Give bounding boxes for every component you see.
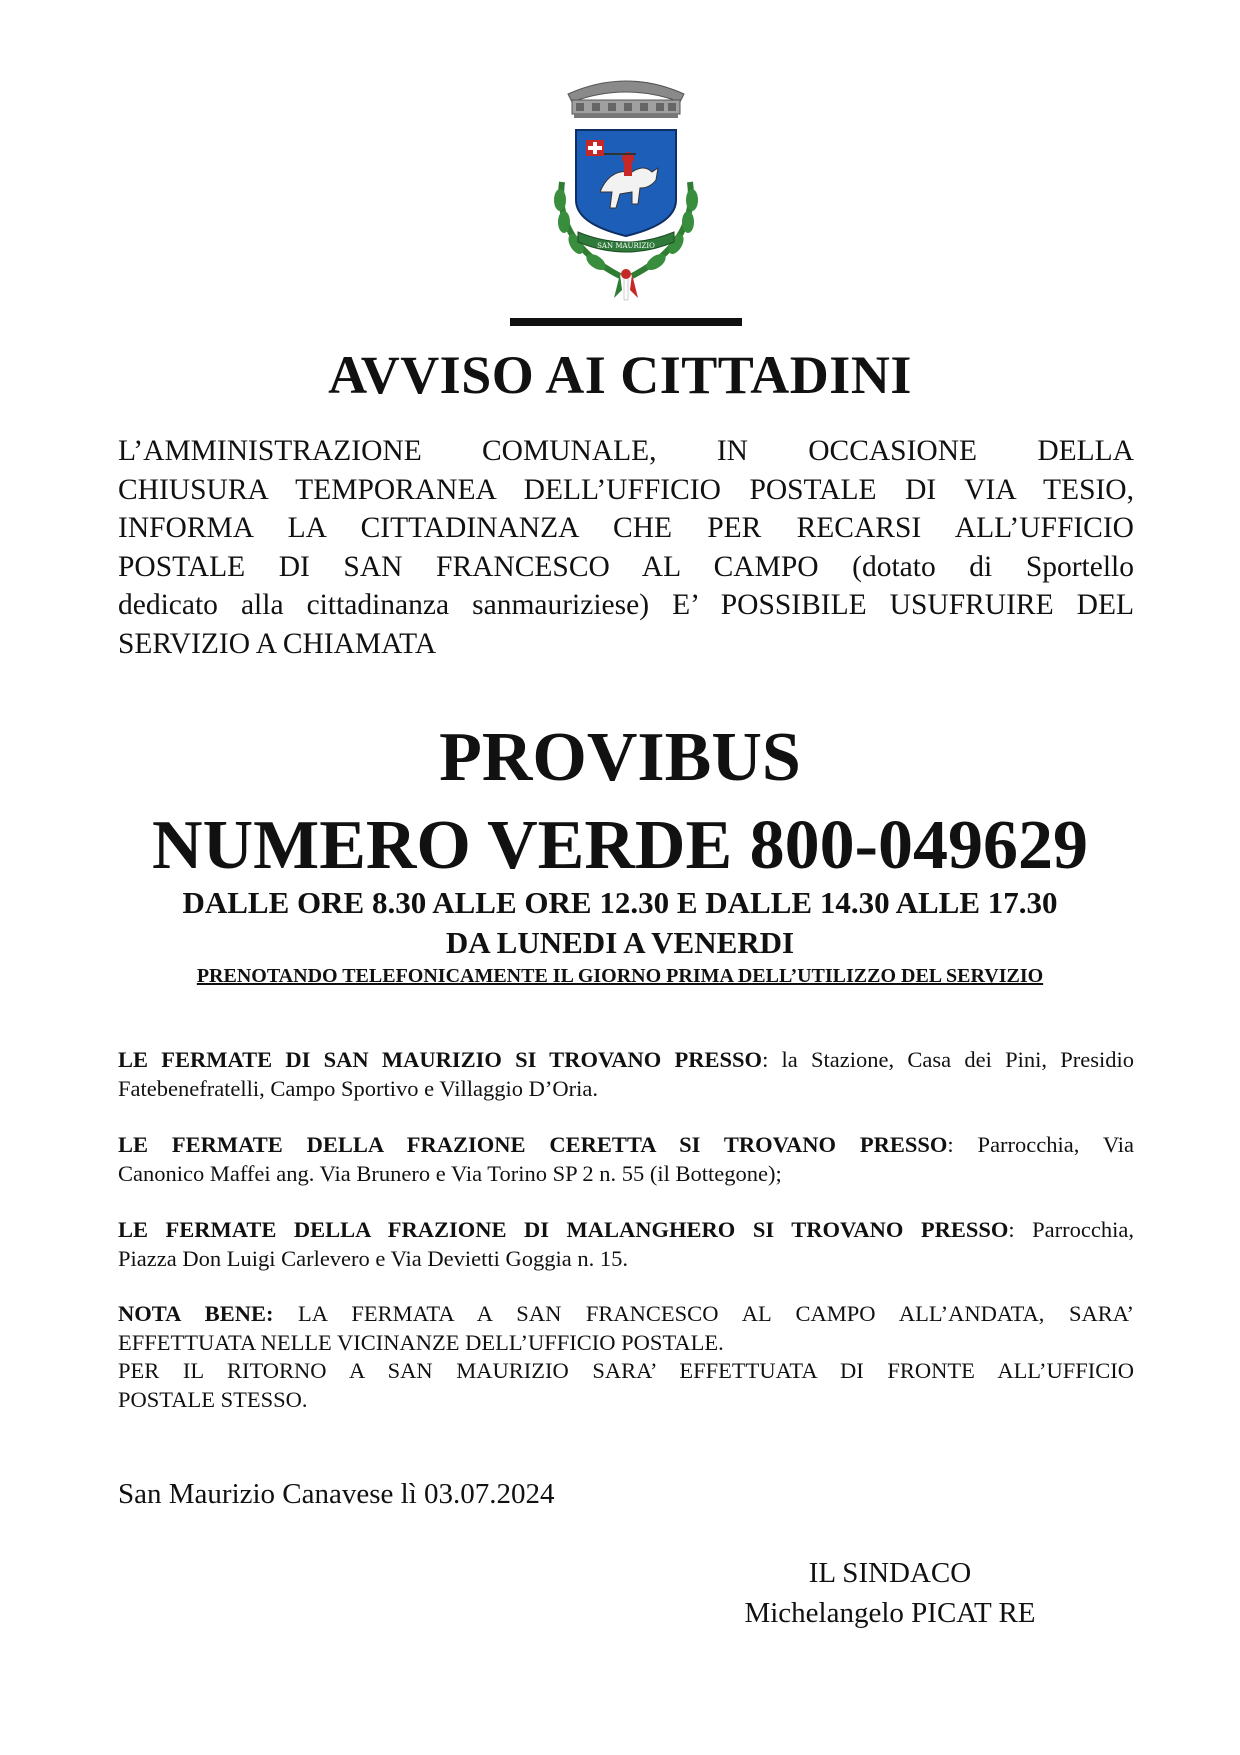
nota-bene-text: LA FERMATA A SAN FRANCESCO AL CAMPO ALL’ANDATA, SARA’ — [273, 1301, 1134, 1326]
booking-note: PRENOTANDO TELEFONICAMENTE IL GIORNO PRIMA DELL’UTILIZZO DEL SERVIZIO — [196, 965, 1044, 987]
intro-line: L’AMMINISTRAZIONE COMUNALE, IN OCCASIONE DELLA — [118, 435, 1134, 467]
stops-label: LE FERMATE DELLA FRAZIONE CERETTA SI TROVANO PRESSO — [118, 1132, 948, 1157]
stops-malanghero — [118, 1216, 1134, 1273]
stops-san-maurizio — [118, 1046, 1134, 1103]
shield-icon — [576, 130, 676, 236]
municipal-crest-icon — [540, 72, 712, 304]
stops-label: LE FERMATE DI SAN MAURIZIO SI TROVANO PRESSO — [118, 1047, 763, 1072]
nota-bene-label: NOTA BENE: — [118, 1301, 274, 1326]
service-name: PROVIBUS — [439, 719, 801, 796]
signature-block — [720, 1553, 1060, 1633]
intro-line: POSTALE DI SAN FRANCESCO AL CAMPO (dotato di Sportello — [118, 550, 1134, 583]
service-hours: DALLE ORE 8.30 ALLE ORE 12.30 E DALLE 14.30 ALLE 17.30 — [182, 885, 1058, 920]
svg-text:SAN MAURIZIO: SAN MAURIZIO — [597, 242, 655, 250]
stops-text: Fatebenefratelli, Campo Sportivo e Villaggio D’Oria. — [118, 1075, 598, 1101]
stops-text: : la Stazione, Casa dei Pini, Presidio — [762, 1047, 1134, 1072]
stops-text: : Parrocchia, — [1008, 1217, 1134, 1242]
signature-role: IL SINDACO — [808, 1557, 972, 1589]
nota-bene-text: EFFETTUATA NELLE VICINANZE DELL’UFFICIO POSTALE. — [118, 1329, 724, 1355]
intro-line: INFORMA LA CITTADINANZA CHE PER RECARSI ALL’UFFICIO — [118, 512, 1134, 544]
stops-text: Canonico Maffei ang. Via Brunero e Via Torino SP 2 n. 55 (il Bottegone); — [118, 1160, 782, 1186]
stops-text: : Parrocchia, Via — [947, 1132, 1134, 1157]
place-date: San Maurizio Canavese lì 03.07.2024 — [118, 1478, 555, 1510]
stops-label: LE FERMATE DELLA FRAZIONE DI MALANGHERO SI TROVANO PRESSO — [118, 1217, 1009, 1242]
service-days: DA LUNEDI A VENERDI — [445, 925, 795, 960]
toll-free-number: NUMERO VERDE 800-049629 — [152, 807, 1088, 884]
nota-bene-text: PER IL RITORNO A SAN MAURIZIO SARA’ EFFETTUATA DI FRONTE ALL’UFFICIO — [118, 1358, 1134, 1383]
intro-line: SERVIZIO A CHIAMATA — [118, 627, 437, 660]
signature-name: Michelangelo PICAT RE — [744, 1597, 1036, 1629]
notice-title: AVVISO AI CITTADINI — [328, 345, 912, 405]
nota-bene — [118, 1300, 1134, 1414]
nota-bene-text: POSTALE STESSO. — [118, 1386, 308, 1412]
stops-text: Piazza Don Luigi Carlevero e Via Devietti Goggia n. 15. — [118, 1245, 628, 1271]
crown-icon — [568, 81, 684, 118]
intro-line: dedicato alla cittadinanza sanmauriziese) E’ POSSIBILE USUFRUIRE DEL — [118, 589, 1134, 621]
title-divider — [510, 318, 742, 326]
intro-line: CHIUSURA TEMPORANEA DELL’UFFICIO POSTALE DI VIA TESIO, — [118, 473, 1134, 506]
stops-ceretta — [118, 1131, 1134, 1188]
intro-paragraph — [118, 432, 1134, 663]
